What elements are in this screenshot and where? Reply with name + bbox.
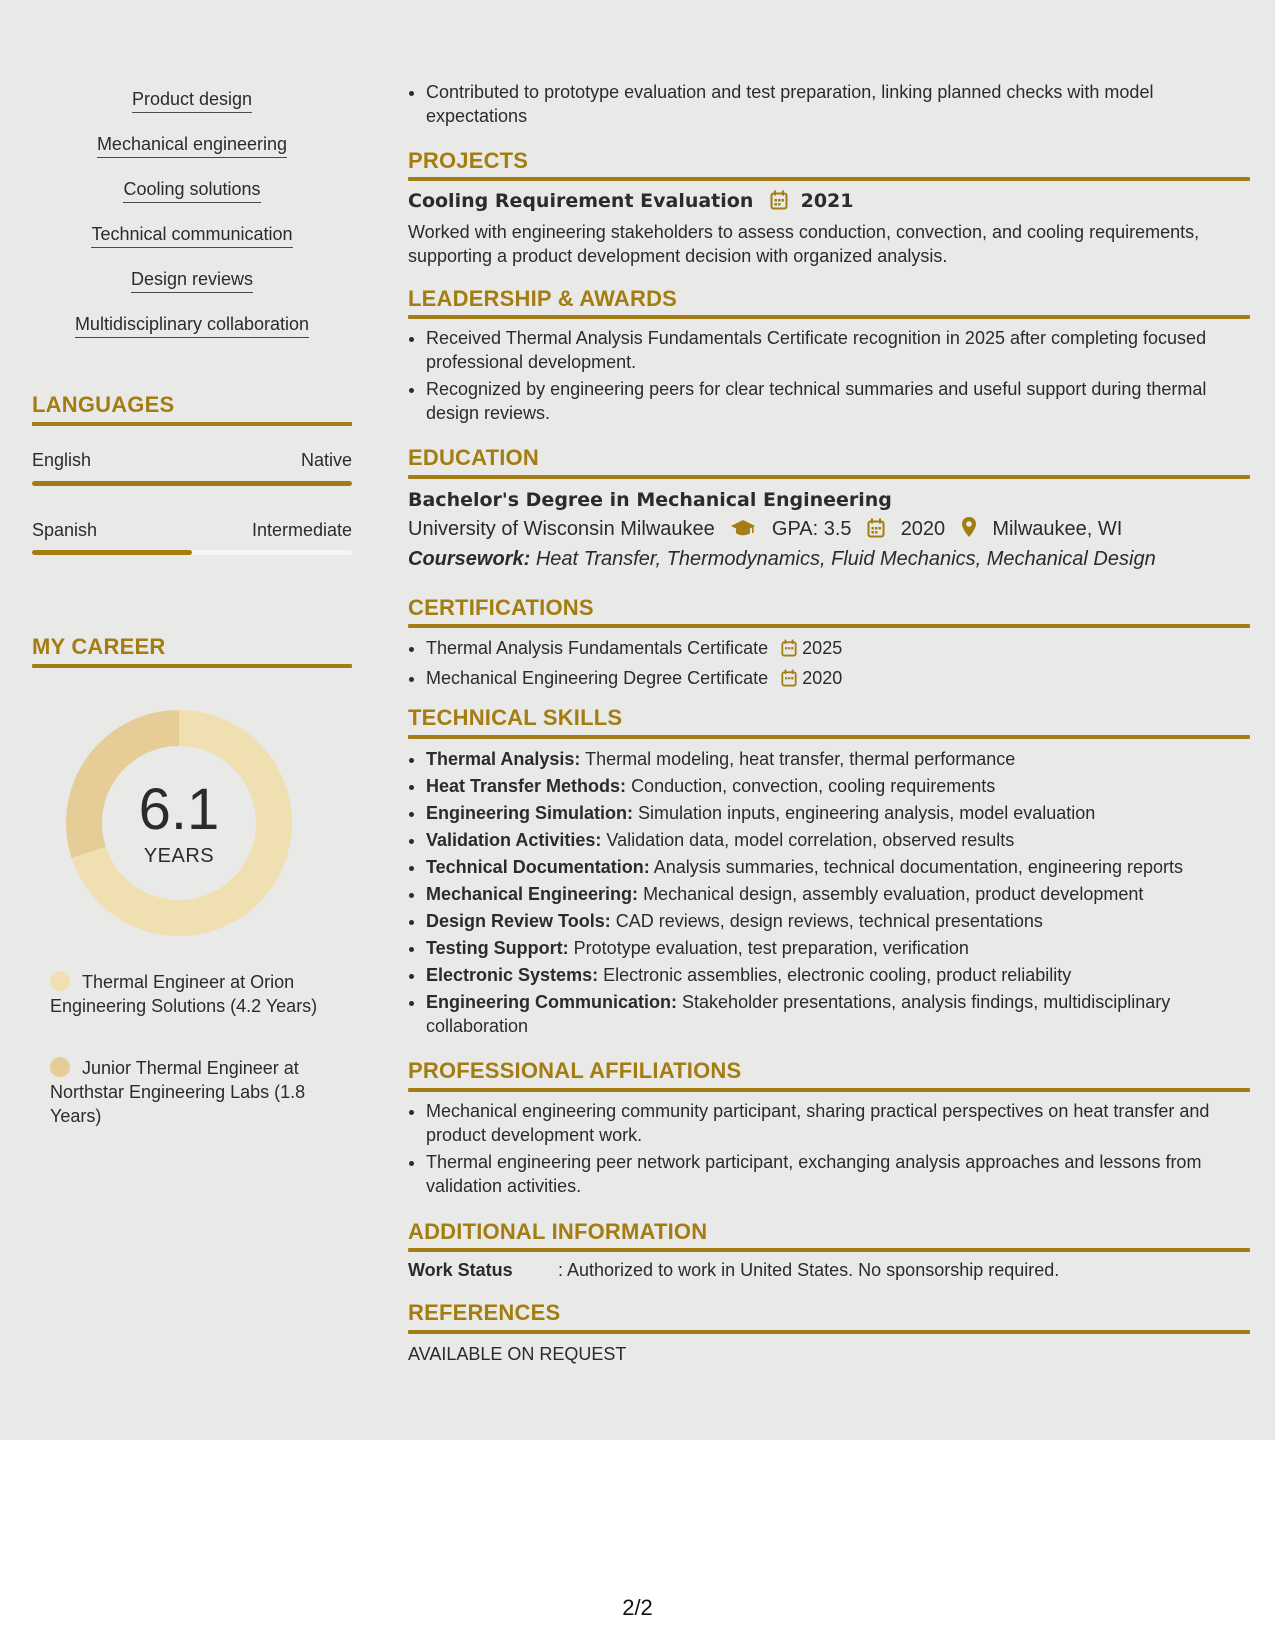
language-bar-fill [32,481,352,486]
list-item: • Thermal engineering peer network participant, exchanging analysis approaches and lessons from validation activities. [426,1150,1250,1198]
affiliations-heading: PROFESSIONAL AFFILIATIONS [408,1058,742,1083]
section-rule [408,624,1250,628]
section-rule [32,422,352,426]
list-item: • Mechanical Engineering Degree Certificate 2020 [426,666,1250,693]
education-details [408,516,1122,545]
language-level: Native [300,450,352,470]
career-years-label: YEARS [143,845,215,867]
section-rule [408,735,1250,739]
skill-tag: Mechanical engineering [32,133,352,155]
certifications-list [408,636,1250,696]
section-rule [408,177,1250,181]
skill-tag: Design reviews [32,268,352,290]
language-name: English [32,450,92,470]
calendar-icon [781,669,797,693]
coursework: Coursework: Heat Transfer, Thermodynamics, Fluid Mechanics, Mechanical Design [408,548,1156,570]
language-level: Intermediate [251,520,352,540]
work-status: Work Status : Authorized to work in United States. No sponsorship required. [408,1260,1060,1280]
degree-title: Bachelor's Degree in Mechanical Engineering [408,489,892,511]
graduation-year: 2020 [900,518,946,540]
list-item: • Recognized by engineering peers for clear technical summaries and useful support during thermal design reviews. [426,377,1250,425]
section-rule [32,664,352,668]
list-item: • Heat Transfer Methods: Conduction, convection, cooling requirements [426,774,1250,798]
experience-bullets [408,80,1250,131]
list-item: • Received Thermal Analysis Fundamentals Certificate recognition in 2025 after completing focused professional development. [426,326,1250,374]
leadership-bullets [408,326,1250,428]
list-item: • Thermal Analysis Fundamentals Certificate 2025 [426,636,1250,663]
skill-tag: Cooling solutions [32,178,352,200]
gpa: GPA: 3.5 [771,518,852,540]
list-item: • Contributed to prototype evaluation and test preparation, linking planned checks with model expectations [426,80,1250,128]
list-item: • Mechanical Engineering: Mechanical design, assembly evaluation, product development [426,882,1250,906]
calendar-icon [781,639,797,663]
legend-dot [50,971,70,991]
school-name: University of Wisconsin Milwaukee [408,518,715,540]
section-rule [408,1248,1250,1252]
calendar-icon [770,190,788,217]
career-donut-chart [66,710,292,936]
list-item: • Thermal Analysis: Thermal modeling, heat transfer, thermal performance [426,747,1250,771]
list-item: • Validation Activities: Validation data, model correlation, observed results [426,828,1250,852]
list-item: • Testing Support: Prototype evaluation, test preparation, verification [426,936,1250,960]
technical-skills-heading: TECHNICAL SKILLS [408,705,623,730]
section-rule [408,315,1250,319]
section-rule [408,475,1250,479]
education-heading: EDUCATION [408,445,539,470]
list-item: • Technical Documentation: Analysis summaries, technical documentation, engineering reports [426,855,1250,879]
affiliations-bullets [408,1099,1250,1201]
legend-dot [50,1057,70,1077]
career-total-years: 6.1 [138,777,220,842]
list-item: • Mechanical engineering community participant, sharing practical perspectives on heat transfer and product development work. [426,1099,1250,1147]
references-heading: REFERENCES [408,1300,561,1325]
map-pin-icon [961,516,977,545]
page-number: 2/2 [622,1595,653,1620]
technical-skills-list [408,747,1250,1041]
skill-tag: Technical communication [32,223,352,245]
project-title: Cooling Requirement Evaluation 2021 [408,188,854,217]
career-legend-item: Junior Thermal Engineer at Northstar Engineering Labs (1.8 Years) [50,1058,306,1126]
list-item: • Design Review Tools: CAD reviews, design reviews, technical presentations [426,909,1250,933]
references-text: AVAILABLE ON REQUEST [408,1344,627,1364]
leadership-heading: LEADERSHIP & AWARDS [408,286,678,311]
language-bar [32,481,352,486]
calendar-icon [867,518,885,545]
career-heading: MY CAREER [32,634,166,659]
certifications-heading: CERTIFICATIONS [408,595,594,620]
list-item: • Engineering Simulation: Simulation inputs, engineering analysis, model evaluation [426,801,1250,825]
skill-tag: Multidisciplinary collaboration [32,313,352,335]
additional-info-heading: ADDITIONAL INFORMATION [408,1219,708,1244]
graduation-cap-icon [730,518,756,545]
project-description: Worked with engineering stakeholders to assess conduction, convection, and cooling requirements, supporting a product development decision with organized analysis. [408,222,1200,266]
section-rule [408,1330,1250,1334]
language-bar-fill [32,550,192,555]
section-rule [408,1088,1250,1092]
location: Milwaukee, WI [992,518,1123,540]
language-bar [32,550,352,555]
language-name: Spanish [32,520,98,540]
languages-heading: LANGUAGES [32,392,175,417]
skill-tag: Product design [32,88,352,110]
career-legend-item: Thermal Engineer at Orion Engineering Solutions (4.2 Years) [50,972,318,1016]
projects-heading: PROJECTS [408,148,529,173]
list-item: • Engineering Communication: Stakeholder presentations, analysis findings, multidisciplinary collaboration [426,990,1250,1038]
list-item: • Electronic Systems: Electronic assemblies, electronic cooling, product reliability [426,963,1250,987]
